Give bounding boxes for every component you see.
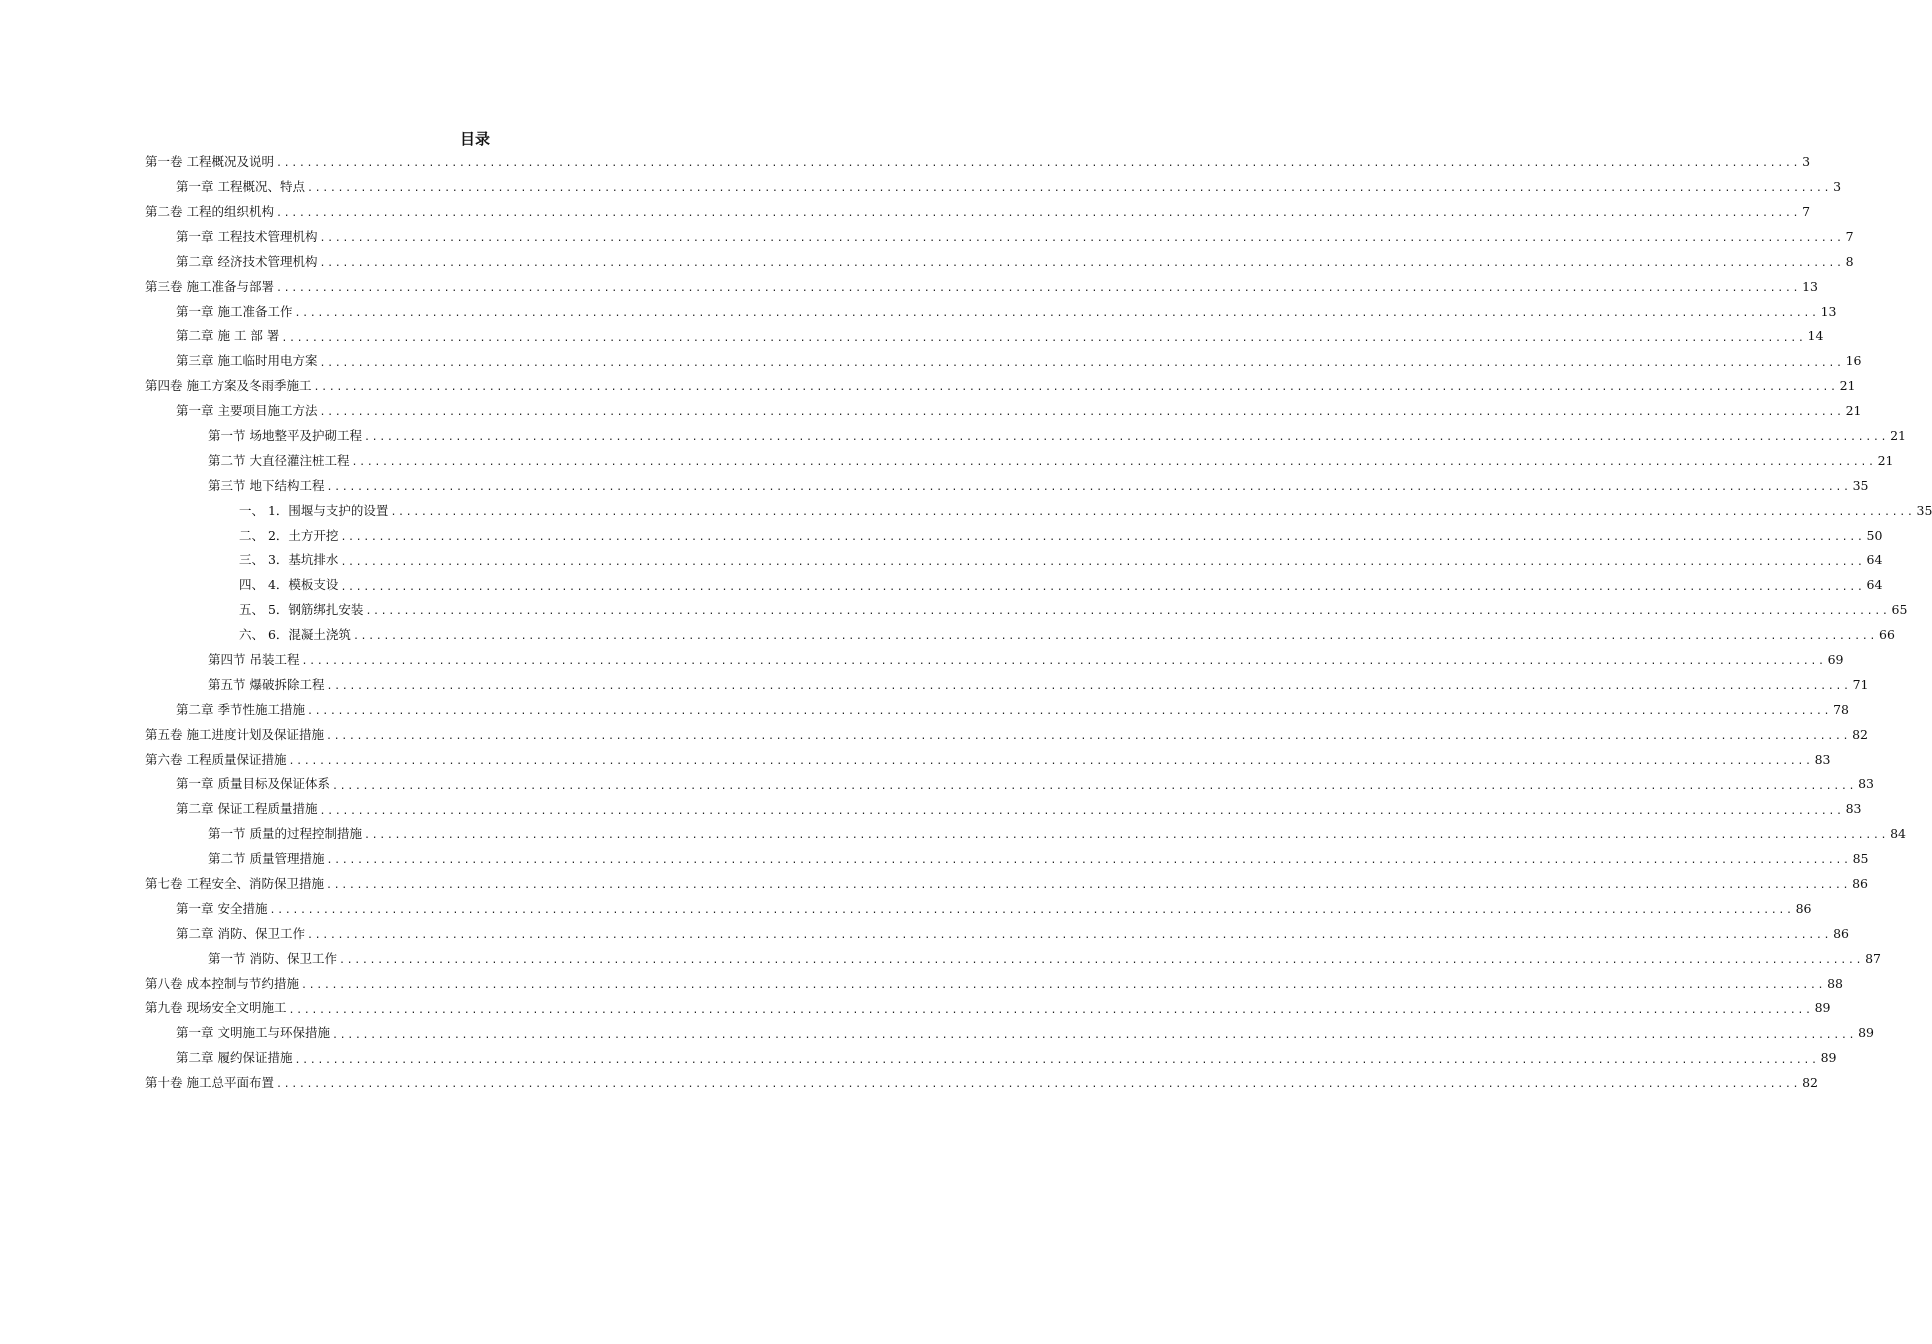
- toc-entry[interactable]: [145, 996, 1831, 1021]
- toc-entry[interactable]: [145, 150, 1811, 175]
- toc-entry[interactable]: [145, 498, 1932, 523]
- dot-leader: ........................................................................................................................................................................................................: [326, 855, 1851, 867]
- dot-leader: ........................................................................................................................................................................................................: [365, 606, 1890, 618]
- toc-entry-page-number: 82: [1802, 1075, 1818, 1091]
- dot-leader: ........................................................................................................................................................................................................: [338, 954, 1864, 966]
- toc-entry-page-number: 88: [1827, 975, 1843, 991]
- dot-leader: ........................................................................................................................................................................................................: [294, 307, 1819, 319]
- dot-leader: ........................................................................................................................................................................................................: [269, 905, 1794, 917]
- dot-leader: ........................................................................................................................................................................................................: [300, 979, 1826, 991]
- toc-entry[interactable]: [145, 897, 1812, 922]
- toc-entry[interactable]: [145, 822, 1906, 847]
- toc-entry[interactable]: [145, 299, 1837, 324]
- toc-entry-page-number: 84: [1890, 826, 1906, 842]
- toc-entry-label: 第四节 吊装工程: [208, 652, 300, 667]
- dot-leader: ........................................................................................................................................................................................................: [340, 531, 1865, 543]
- dot-leader: ........................................................................................................................................................................................................: [331, 780, 1857, 792]
- toc-entry-label: 第一章 文明施工与环保措施: [176, 1025, 330, 1041]
- toc-entry-page-number: 3: [1802, 154, 1811, 170]
- toc-entry-page-number: 86: [1852, 876, 1868, 892]
- toc-entry-page-number: 35: [1852, 477, 1869, 493]
- toc-entry-page-number: 78: [1833, 701, 1849, 717]
- toc-entry-label: 三、 3．基坑排水: [239, 552, 339, 568]
- toc-entry-label: 第一章 工程概况、特点: [176, 179, 305, 195]
- toc-entry-label: 第二章 消防、保卫工作: [176, 925, 305, 941]
- dot-leader: ........................................................................................................................................................................................................: [326, 482, 1851, 494]
- dot-leader: ........................................................................................................................................................................................................: [275, 208, 1801, 220]
- toc-entry-label: 第十卷 施工总平面布置: [145, 1075, 274, 1091]
- toc-entry-label: 六、 6．混凝土浇筑: [239, 627, 351, 643]
- dot-leader: ........................................................................................................................................................................................................: [319, 805, 1844, 817]
- toc-entry-label: 第二章 履约保证措施: [176, 1050, 293, 1066]
- toc-entry-page-number: 21: [1890, 427, 1906, 443]
- table-of-contents: [145, 150, 1932, 1096]
- toc-entry-page-number: 83: [1814, 751, 1831, 767]
- toc-entry[interactable]: [145, 573, 1883, 598]
- toc-entry[interactable]: [145, 872, 1868, 897]
- toc-entry[interactable]: [145, 673, 1869, 698]
- dot-leader: ........................................................................................................................................................................................................: [288, 1004, 1813, 1016]
- toc-entry[interactable]: [145, 797, 1862, 822]
- toc-entry[interactable]: [145, 250, 1854, 275]
- toc-entry[interactable]: [145, 1021, 1874, 1046]
- toc-entry-page-number: 21: [1877, 452, 1894, 468]
- toc-entry[interactable]: [145, 200, 1811, 225]
- toc-entry-page-number: 64: [1866, 552, 1883, 568]
- toc-entry-page-number: 50: [1866, 527, 1883, 543]
- toc-entry[interactable]: [145, 374, 1856, 399]
- dot-leader: ........................................................................................................................................................................................................: [325, 880, 1851, 892]
- toc-entry-page-number: 35: [1916, 502, 1932, 518]
- dot-leader: ........................................................................................................................................................................................................: [325, 730, 1851, 742]
- toc-entry-label: 第二节 大直径灌注桩工程: [208, 452, 350, 468]
- toc-entry-label: 第一节 质量的过程控制措施: [208, 826, 362, 842]
- toc-entry-page-number: 89: [1814, 1000, 1831, 1016]
- toc-entry[interactable]: [145, 698, 1849, 723]
- dot-leader: ........................................................................................................................................................................................................: [331, 1029, 1857, 1041]
- toc-entry[interactable]: [145, 947, 1881, 972]
- toc-entry-page-number: 7: [1845, 228, 1854, 244]
- toc-entry-label: 第一卷 工程概况及说明: [145, 154, 274, 170]
- dot-leader: ........................................................................................................................................................................................................: [288, 755, 1813, 767]
- toc-entry[interactable]: [145, 424, 1906, 449]
- toc-entry-page-number: 69: [1827, 652, 1844, 667]
- toc-entry[interactable]: [145, 922, 1849, 947]
- toc-entry[interactable]: [145, 399, 1862, 424]
- toc-entry-page-number: 16: [1845, 353, 1862, 369]
- dot-leader: ........................................................................................................................................................................................................: [363, 830, 1889, 842]
- dot-leader: ........................................................................................................................................................................................................: [319, 233, 1844, 245]
- dot-leader: ........................................................................................................................................................................................................: [275, 1079, 1801, 1091]
- toc-entry-page-number: 21: [1839, 378, 1856, 394]
- toc-entry-label: 第二卷 工程的组织机构: [145, 203, 274, 219]
- toc-entry-label: 第一章 工程技术管理机构: [176, 228, 318, 244]
- dot-leader: ........................................................................................................................................................................................................: [306, 183, 1832, 195]
- toc-entry-label: 第二章 经济技术管理机构: [176, 253, 318, 269]
- toc-entry-page-number: 13: [1802, 278, 1818, 294]
- toc-entry[interactable]: [145, 349, 1862, 374]
- toc-entry-label: 四、 4．模板支设: [239, 577, 339, 593]
- toc-entry-page-number: 71: [1852, 676, 1869, 692]
- dot-leader: ........................................................................................................................................................................................................: [326, 681, 1851, 693]
- toc-entry-page-number: 89: [1858, 1025, 1874, 1041]
- toc-entry-page-number: 65: [1891, 602, 1908, 618]
- dot-leader: ........................................................................................................................................................................................................: [390, 506, 1915, 518]
- toc-entry[interactable]: [145, 523, 1883, 548]
- dot-leader: ........................................................................................................................................................................................................: [319, 258, 1844, 269]
- toc-entry-page-number: 66: [1879, 627, 1895, 643]
- toc-entry-label: 第六卷 工程质量保证措施: [145, 751, 287, 767]
- toc-entry-label: 第二章 季节性施工措施: [176, 701, 305, 717]
- toc-entry[interactable]: [145, 1046, 1837, 1071]
- toc-entry-label: 第三节 地下结构工程: [208, 477, 325, 493]
- toc-entry[interactable]: [145, 722, 1868, 747]
- dot-leader: ........................................................................................................................................................................................................: [275, 158, 1801, 170]
- toc-entry-page-number: 86: [1795, 900, 1812, 916]
- dot-leader: ........................................................................................................................................................................................................: [340, 556, 1865, 568]
- toc-entry[interactable]: [145, 847, 1869, 872]
- toc-entry-label: 第一章 主要项目施工方法: [176, 403, 318, 419]
- toc-entry-label: 第二章 施 工 部 署: [176, 328, 280, 344]
- toc-entry[interactable]: [145, 474, 1869, 499]
- toc-entry[interactable]: [145, 1071, 1818, 1096]
- toc-entry[interactable]: [145, 324, 1824, 349]
- dot-leader: ........................................................................................................................................................................................................: [352, 631, 1878, 643]
- toc-entry[interactable]: [145, 548, 1883, 573]
- toc-entry-page-number: 14: [1807, 328, 1824, 344]
- toc-entry-label: 第五卷 施工进度计划及保证措施: [145, 726, 324, 742]
- dot-leader: ........................................................................................................................................................................................................: [351, 457, 1876, 469]
- toc-entry-label: 第二章 保证工程质量措施: [176, 801, 318, 817]
- dot-leader: ........................................................................................................................................................................................................: [306, 706, 1832, 718]
- toc-title: 目录: [459, 130, 490, 148]
- toc-entry[interactable]: [145, 598, 1908, 623]
- toc-entry-label: 第九卷 现场安全文明施工: [145, 1000, 287, 1016]
- dot-leader: ........................................................................................................................................................................................................: [281, 332, 1806, 344]
- toc-entry-label: 第一节 消防、保卫工作: [208, 950, 337, 966]
- toc-entry[interactable]: [145, 175, 1842, 200]
- dot-leader: ........................................................................................................................................................................................................: [363, 432, 1889, 444]
- toc-entry[interactable]: [145, 225, 1854, 250]
- dot-leader: ........................................................................................................................................................................................................: [301, 656, 1826, 668]
- toc-entry-page-number: 86: [1833, 925, 1849, 941]
- toc-entry-page-number: 7: [1802, 203, 1811, 219]
- dot-leader: ........................................................................................................................................................................................................: [306, 930, 1832, 942]
- dot-leader: ........................................................................................................................................................................................................: [275, 282, 1801, 294]
- toc-entry-label: 第一章 质量目标及保证体系: [176, 776, 330, 792]
- toc-entry-label: 一、 1．围堰与支护的设置: [239, 502, 389, 518]
- toc-entry-label: 第一节 场地整平及护砌工程: [208, 427, 362, 443]
- toc-entry[interactable]: [145, 449, 1894, 474]
- toc-entry-page-number: 21: [1845, 403, 1862, 419]
- toc-entry[interactable]: [145, 623, 1895, 648]
- toc-entry[interactable]: [145, 747, 1831, 772]
- toc-entry-label: 第八卷 成本控制与节约措施: [145, 975, 299, 991]
- toc-entry-label: 第三章 施工临时用电方案: [176, 353, 318, 369]
- toc-entry-page-number: 82: [1852, 726, 1868, 742]
- toc-entry-label: 第二节 质量管理措施: [208, 851, 325, 867]
- toc-entry[interactable]: [145, 772, 1874, 797]
- toc-entry[interactable]: [145, 274, 1818, 299]
- toc-entry-page-number: 83: [1845, 801, 1862, 817]
- toc-entry-page-number: 3: [1833, 179, 1842, 195]
- dot-leader: ........................................................................................................................................................................................................: [313, 382, 1838, 394]
- toc-entry-page-number: 85: [1852, 851, 1869, 867]
- dot-leader: ........................................................................................................................................................................................................: [340, 581, 1865, 593]
- dot-leader: ........................................................................................................................................................................................................: [319, 357, 1844, 369]
- dot-leader: ........................................................................................................................................................................................................: [294, 1054, 1819, 1066]
- toc-entry-page-number: 8: [1845, 253, 1854, 269]
- toc-entry-label: 第三卷 施工准备与部署: [145, 278, 274, 294]
- toc-entry-page-number: 87: [1865, 950, 1881, 966]
- toc-entry-label: 第一章 安全措施: [176, 900, 268, 916]
- toc-entry-page-number: 64: [1866, 577, 1883, 593]
- toc-entry-label: 第五节 爆破拆除工程: [208, 676, 325, 692]
- toc-entry-label: 第七卷 工程安全、消防保卫措施: [145, 876, 324, 892]
- toc-entry-page-number: 83: [1858, 776, 1874, 792]
- toc-entry[interactable]: [145, 971, 1843, 996]
- dot-leader: ........................................................................................................................................................................................................: [319, 407, 1844, 419]
- toc-entry-label: 第四卷 施工方案及冬雨季施工: [145, 378, 312, 394]
- toc-entry-label: 二、 2．土方开挖: [239, 527, 339, 543]
- toc-entry-page-number: 89: [1820, 1050, 1837, 1066]
- toc-entry-label: 第一章 施工准备工作: [176, 303, 293, 319]
- toc-entry-page-number: 13: [1820, 303, 1837, 319]
- toc-entry[interactable]: [145, 648, 1844, 673]
- toc-entry-label: 五、 5．钢筋绑扎安装: [239, 602, 364, 618]
